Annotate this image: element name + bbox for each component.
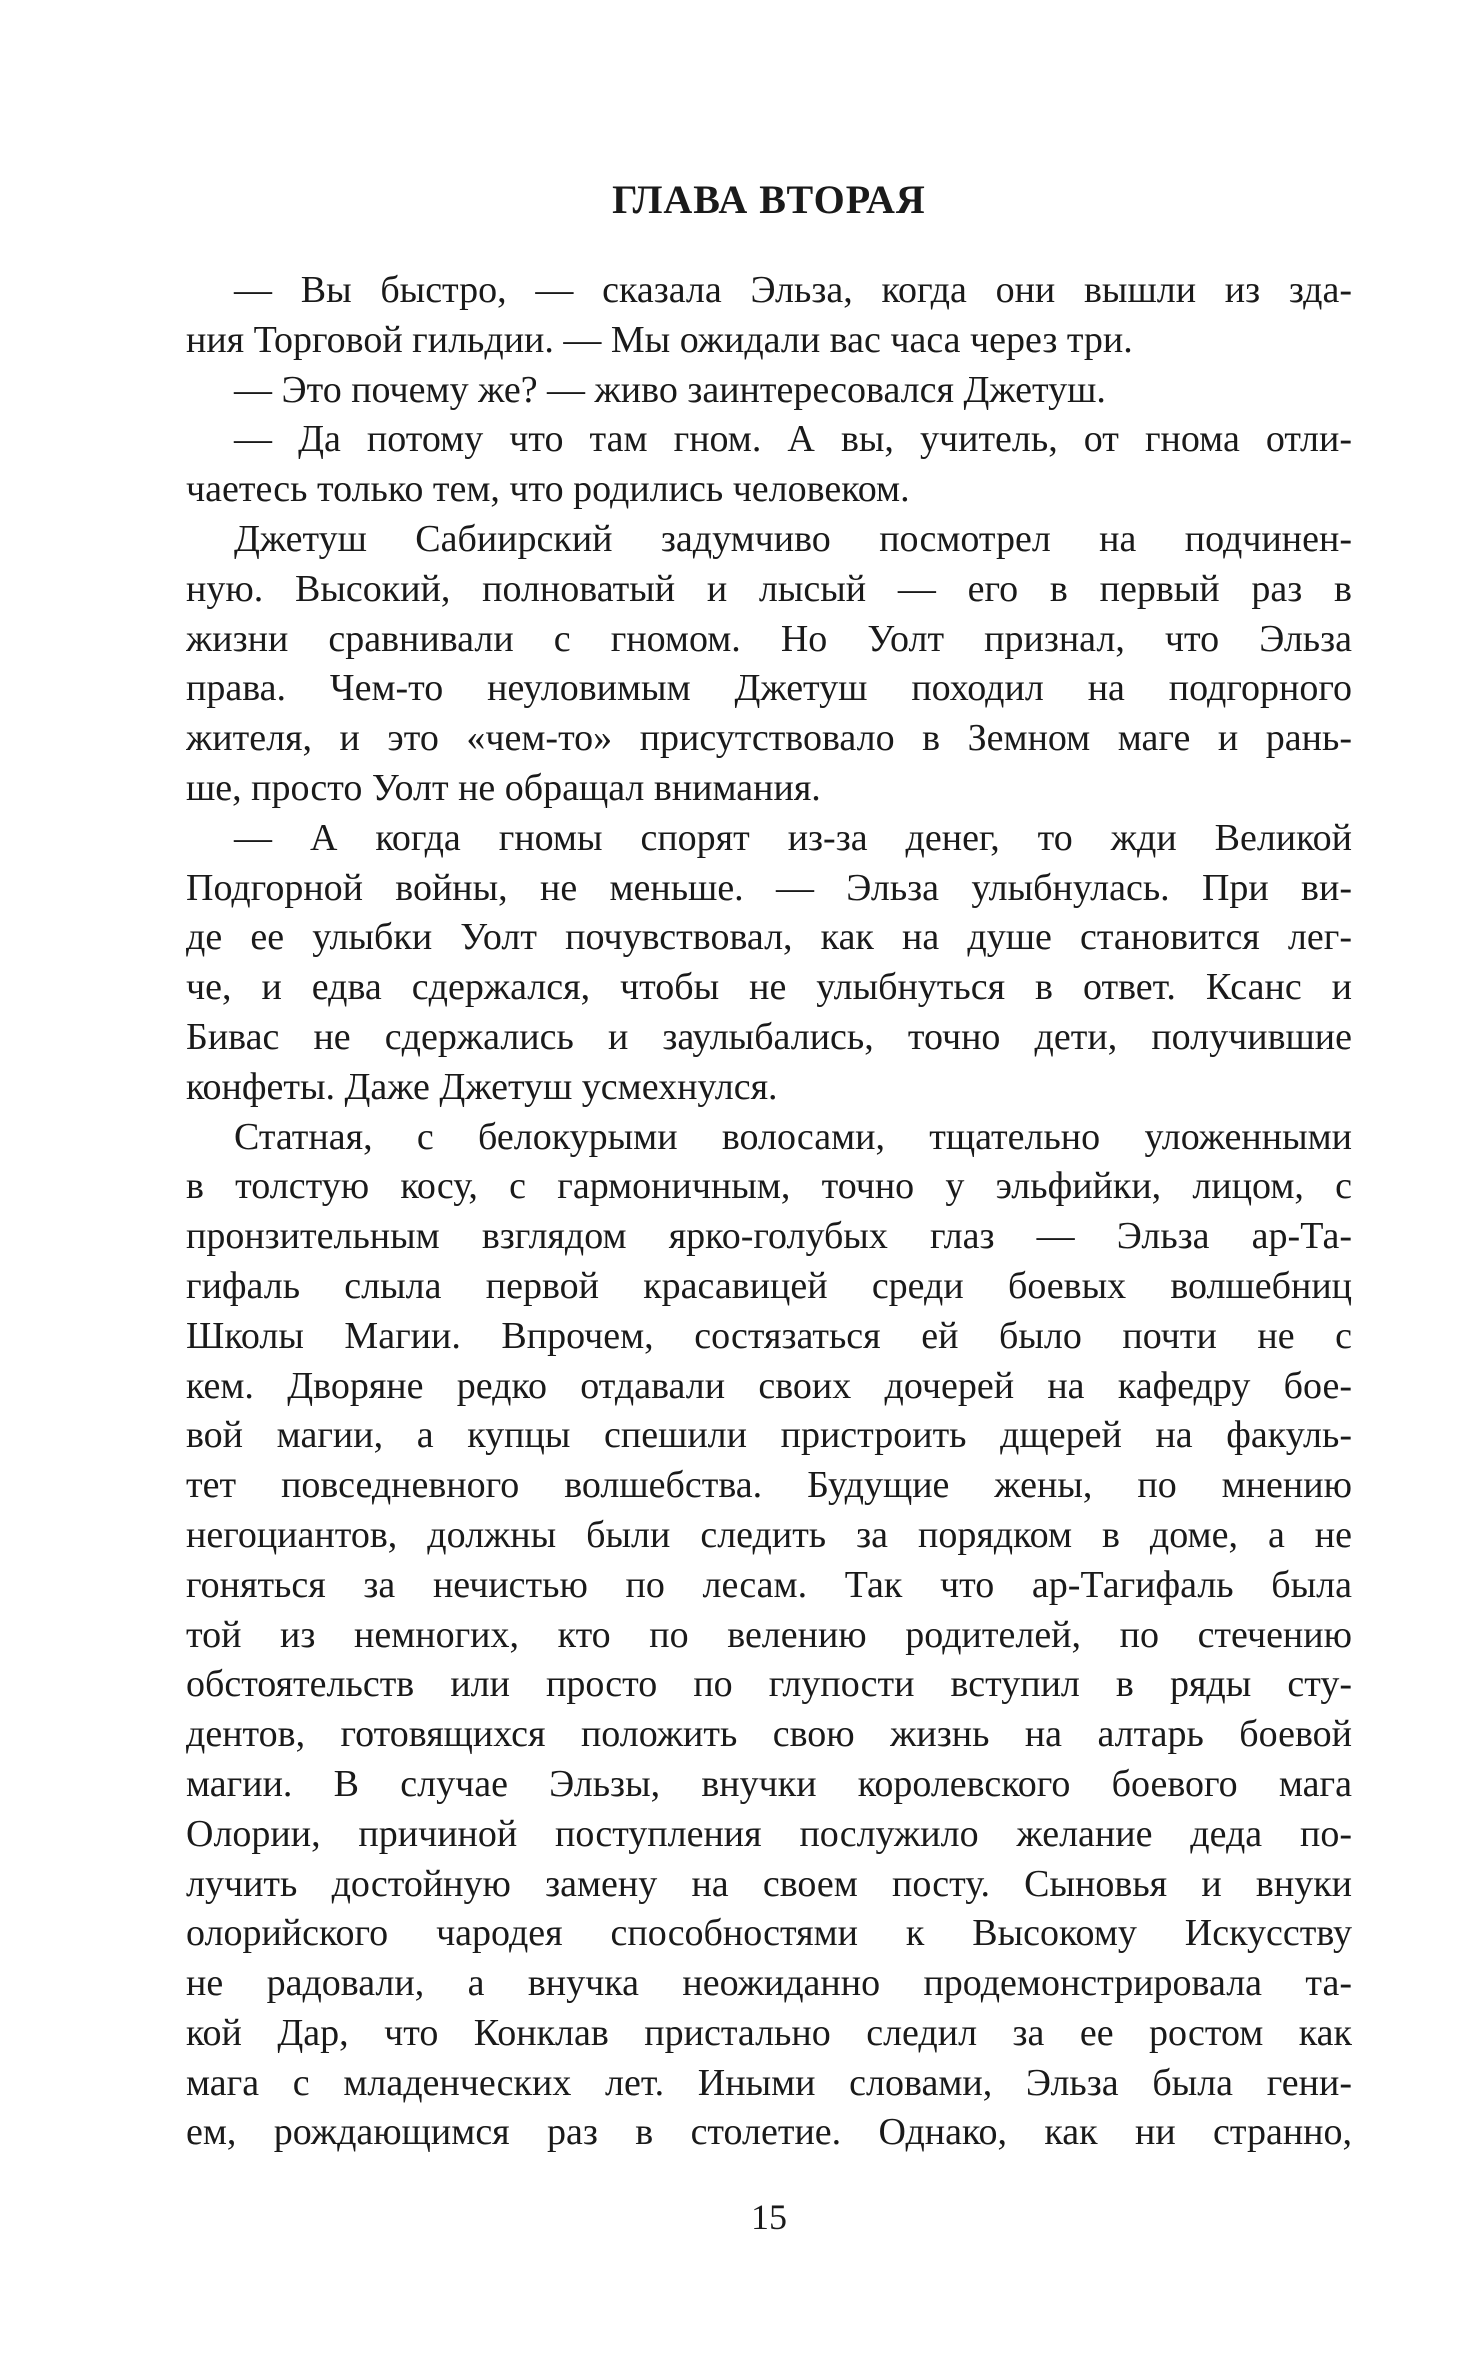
text-line: чаетесь только тем, что родились человеком. xyxy=(186,468,910,511)
text-line: гифаль слыла первой красавицей среди боевых волшебниц xyxy=(186,1264,1352,1307)
text-line: мага с младенческих лет. Иными словами, Эльза была гени- xyxy=(186,2061,1352,2104)
text-line: негоциантов, должны были следить за порядком в доме, а не xyxy=(186,1513,1352,1556)
text-line: магии. В случае Эльзы, внучки королевского боевого мага xyxy=(186,1762,1352,1805)
text-line: Джетуш Сабиирский задумчиво посмотрел на подчинен- xyxy=(234,517,1352,560)
text-line: той из немногих, кто по велению родителей, по стечению xyxy=(186,1613,1352,1656)
text-line: лучить достойную замену на своем посту. Сыновья и внуки xyxy=(186,1862,1352,1905)
text-line: олорийского чародея способностями к Высокому Искусству xyxy=(186,1912,1352,1955)
text-line: де ее улыбки Уолт почувствовал, как на душе становится лег- xyxy=(186,916,1352,959)
text-line: дентов, готовящихся положить свою жизнь на алтарь боевой xyxy=(186,1713,1352,1756)
text-line: конфеты. Даже Джетуш усмехнулся. xyxy=(186,1065,778,1108)
text-line: ше, просто Уолт не обращал внимания. xyxy=(186,766,821,809)
text-line: че, и едва сдержался, чтобы не улыбнуться в ответ. Ксанс и xyxy=(186,966,1352,1009)
text-line: ную. Высокий, полноватый и лысый — его в первый раз в xyxy=(186,567,1352,610)
text-line: — Да потому что там гном. А вы, учитель, от гнома отли- xyxy=(234,418,1352,461)
text-line: Статная, с белокурыми волосами, тщательно уложенными xyxy=(234,1115,1352,1158)
text-line: не радовали, а внучка неожиданно продемонстрировала та- xyxy=(186,1962,1352,2005)
text-line: ем, рождающимся раз в столетие. Однако, как ни странно, xyxy=(186,2111,1352,2154)
text-line: жителя, и это «чем-то» присутствовало в Земном маге и рань- xyxy=(186,717,1352,760)
text-line: — Вы быстро, — сказала Эльза, когда они вышли из зда- xyxy=(234,269,1352,311)
text-line: тет повседневного волшебства. Будущие жены, по мнению xyxy=(186,1464,1352,1507)
text-line: гоняться за нечистью по лесам. Так что ар-Тагифаль была xyxy=(186,1563,1352,1606)
text-line: пронзительным взглядом ярко-голубых глаз — Эльза ар-Та- xyxy=(186,1215,1352,1258)
text-line: Школы Магии. Впрочем, состязаться ей было почти не с xyxy=(186,1314,1352,1357)
page-number: 15 xyxy=(751,2197,787,2237)
text-line: — Это почему же? — живо заинтересовался Джетуш. xyxy=(234,368,1106,411)
text-line: Бивас не сдержались и заулыбались, точно дети, получившие xyxy=(186,1015,1352,1058)
text-line: ния Торговой гильдии. — Мы ожидали вас часа через три. xyxy=(186,318,1133,361)
text-line: права. Чем-то неуловимым Джетуш походил на подгорного xyxy=(186,667,1352,710)
text-line: Олории, причиной поступления послужило желание деда по- xyxy=(186,1812,1352,1855)
chapter-title: ГЛАВА ВТОРАЯ xyxy=(612,177,926,222)
text-line: Подгорной войны, не меньше. — Эльза улыбнулась. При ви- xyxy=(186,866,1352,909)
text-line: в толстую косу, с гармоничным, точно у эльфийки, лицом, с xyxy=(186,1165,1352,1208)
text-line: вой магии, а купцы спешили пристроить дщерей на факуль- xyxy=(186,1414,1352,1457)
text-line: кем. Дворяне редко отдавали своих дочерей на кафедру бое- xyxy=(186,1364,1352,1407)
text-line: — А когда гномы спорят из-за денег, то жди Великой xyxy=(234,816,1352,859)
body-text xyxy=(186,266,1352,2158)
text-line: жизни сравнивали с гномом. Но Уолт признал, что Эльза xyxy=(186,617,1352,660)
text-line: кой Дар, что Конклав пристально следил за ее ростом как xyxy=(186,2011,1352,2054)
text-line: обстоятельств или просто по глупости вступил в ряды сту- xyxy=(186,1663,1352,1706)
